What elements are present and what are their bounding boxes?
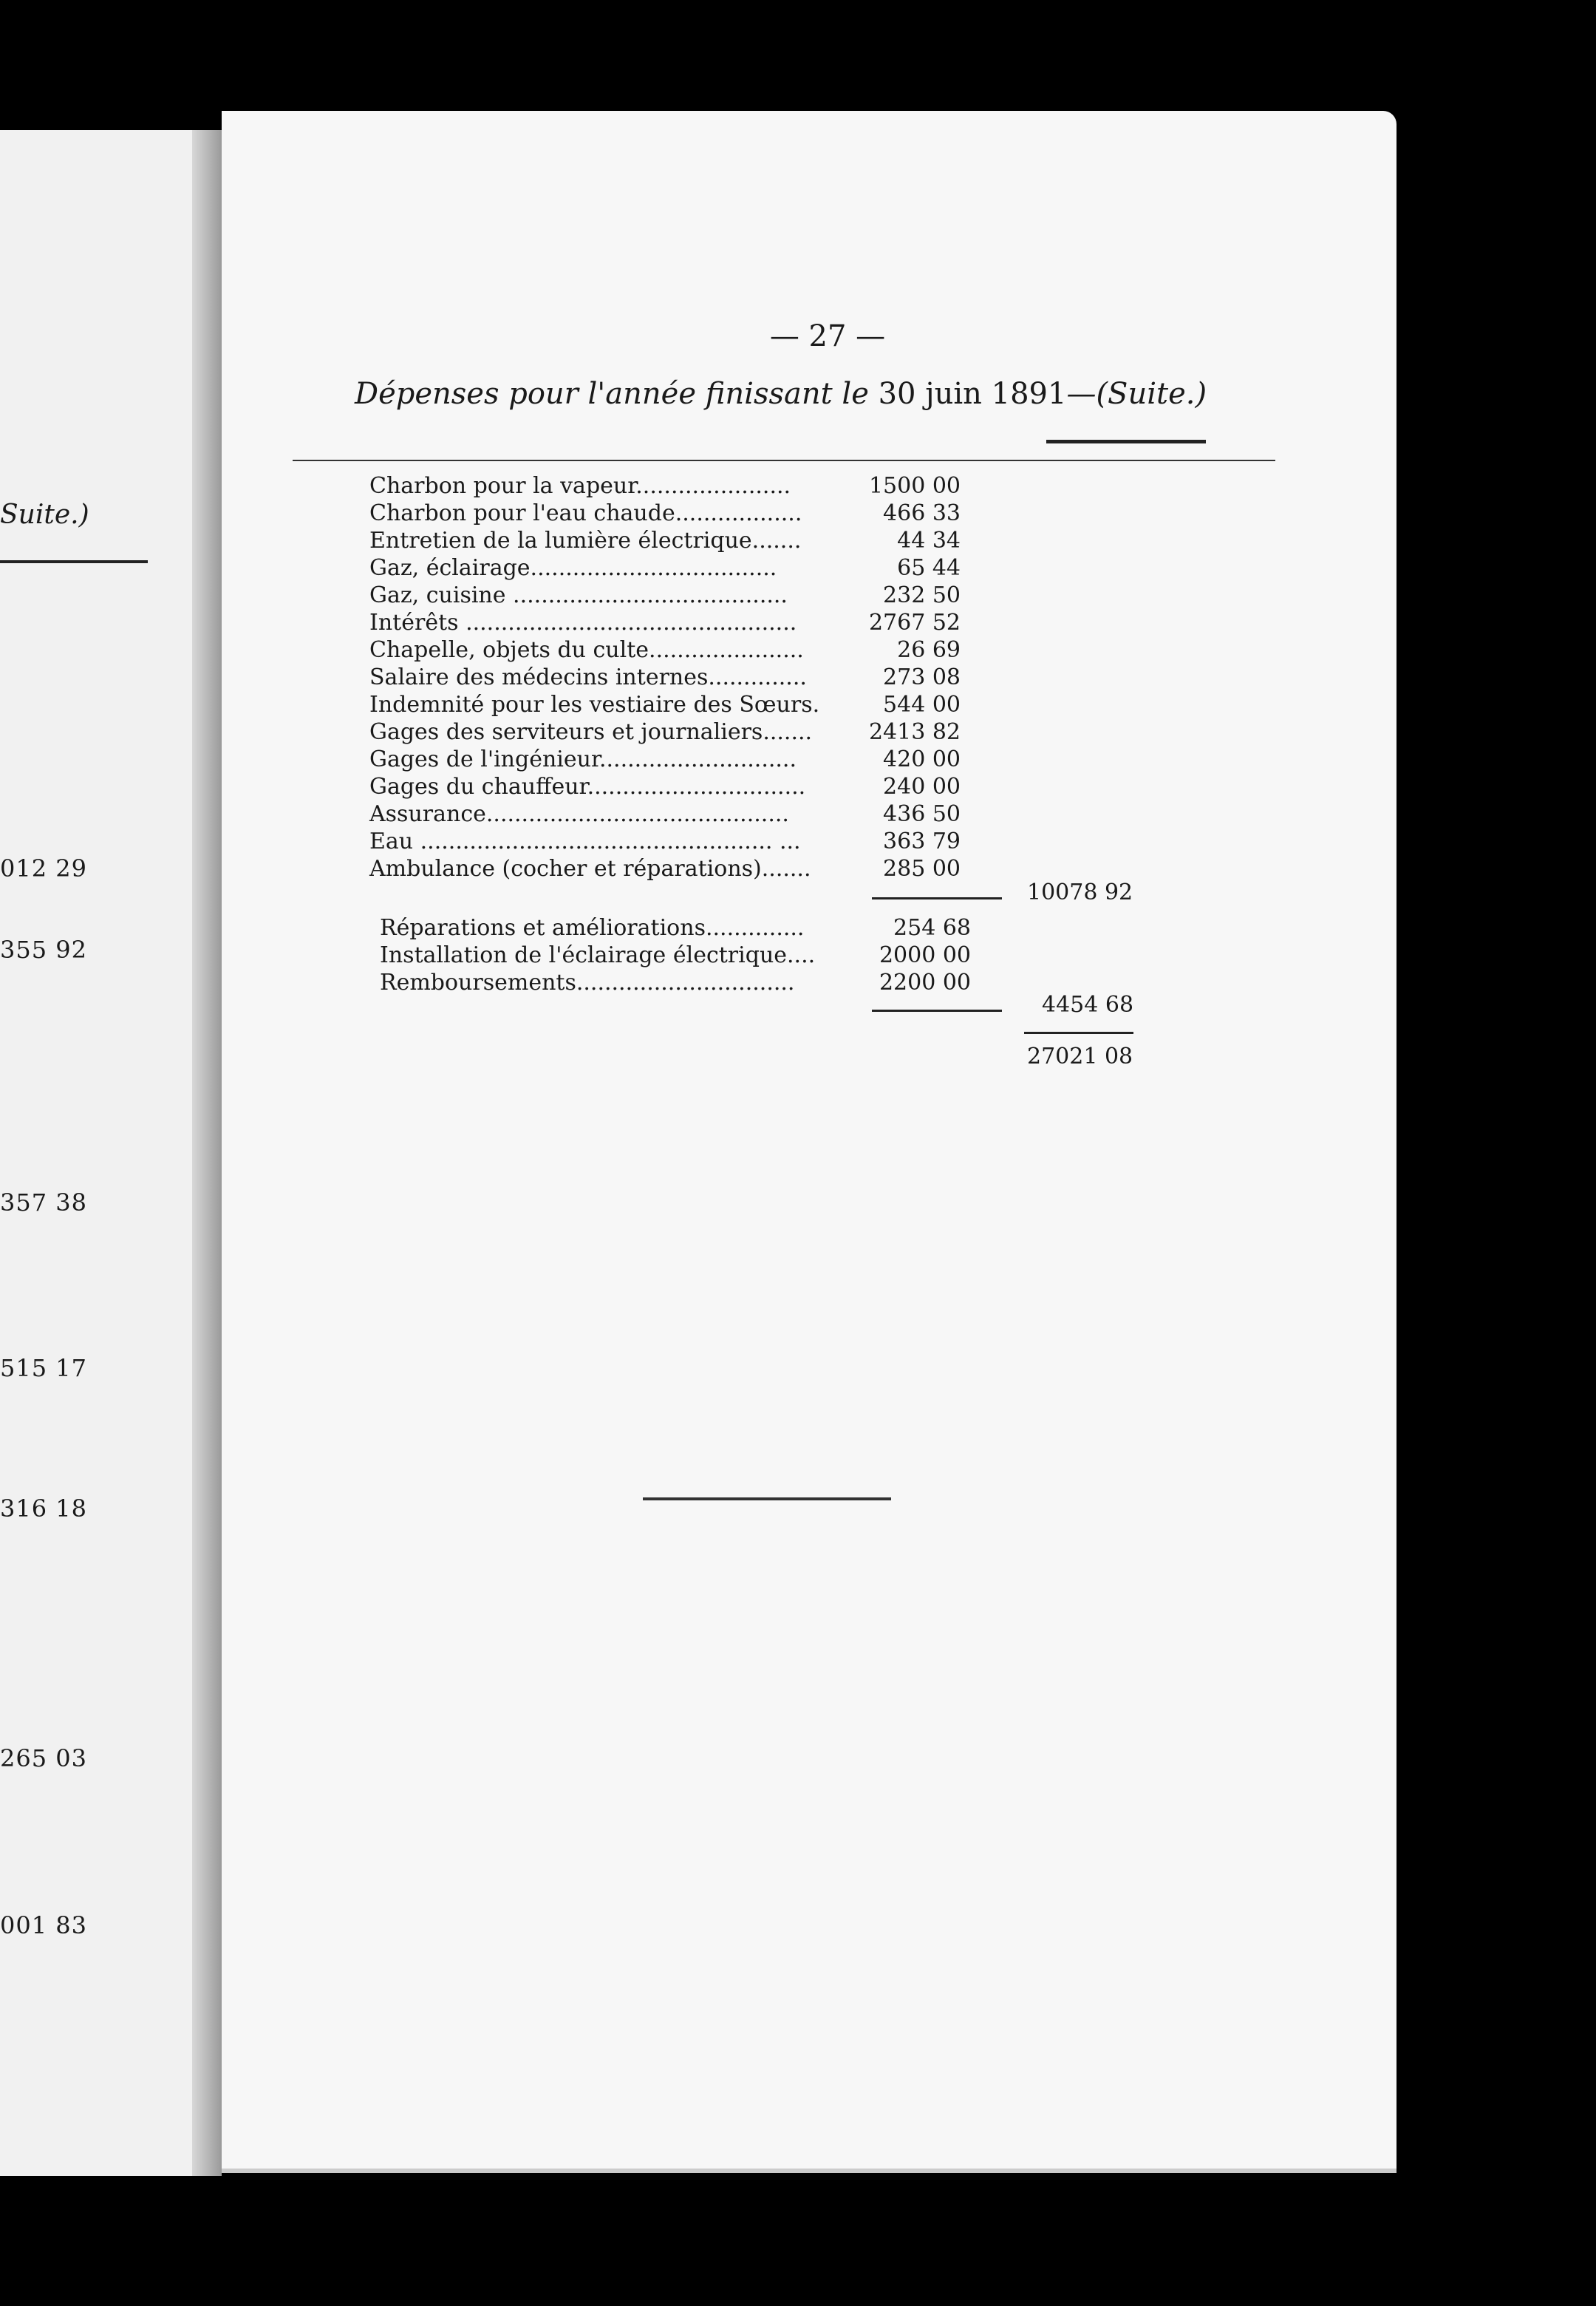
expense-amount: 273 08 — [883, 664, 961, 690]
expense-row — [369, 473, 1404, 500]
previous-page-amount: 012 29 — [0, 854, 87, 882]
expense-row — [369, 829, 1404, 855]
expense-amount: 285 00 — [883, 856, 961, 882]
expense-amount: 254 68 — [893, 915, 971, 941]
expense-label: Intérêts ............................................... — [369, 610, 797, 636]
expense-label: Gaz, éclairage................................... — [369, 555, 777, 581]
expense-label: Gages de l'ingénieur............................ — [369, 746, 797, 772]
subtotal-rule — [872, 897, 1002, 899]
expense-amount: 1500 00 — [868, 473, 961, 499]
expense-amount: 363 79 — [883, 829, 961, 854]
expense-amount: 2413 82 — [868, 719, 961, 745]
grand-total: 27021 08 — [1027, 1044, 1133, 1069]
expense-row — [369, 500, 1404, 527]
section2-total: 4454 68 — [1042, 992, 1134, 1018]
title-rule — [293, 460, 1275, 461]
expense-row — [369, 664, 1404, 691]
expense-label: Charbon pour l'eau chaude.................. — [369, 500, 802, 526]
expense-row — [369, 746, 1404, 773]
subtotal-rule — [872, 1010, 1002, 1012]
expense-amount: 44 34 — [897, 528, 961, 554]
section1-total: 10078 92 — [1027, 880, 1133, 905]
page-title-year: 30 juin 1891 — [878, 377, 1067, 411]
previous-page-amount: 001 83 — [0, 1911, 87, 1939]
expense-row — [380, 942, 1414, 969]
page-title — [355, 377, 1315, 411]
previous-page-rule — [0, 560, 148, 563]
expense-amount: 436 50 — [883, 801, 961, 827]
previous-page-amount: 515 17 — [0, 1354, 87, 1382]
expense-amount: 544 00 — [883, 692, 961, 718]
expense-row — [369, 856, 1404, 882]
expense-row — [369, 610, 1404, 636]
grand-total-rule — [1024, 1032, 1133, 1034]
previous-page-amount: 316 18 — [0, 1494, 87, 1523]
expense-amount: 232 50 — [883, 582, 961, 608]
expense-amount: 420 00 — [883, 746, 961, 772]
expense-row — [369, 719, 1404, 746]
previous-page-amount: 357 38 — [0, 1188, 87, 1217]
expense-label: Gages du chauffeur............................... — [369, 774, 806, 800]
expense-amount: 65 44 — [897, 555, 961, 581]
expense-row — [369, 801, 1404, 828]
expense-label: Réparations et améliorations.............. — [380, 915, 805, 941]
expense-amount: 240 00 — [883, 774, 961, 800]
title-rule-thick — [1046, 440, 1206, 443]
expense-label: Installation de l'éclairage électrique.... — [380, 942, 816, 968]
expense-row — [369, 528, 1404, 554]
expense-label: Salaire des médecins internes.............. — [369, 664, 807, 690]
expense-amount: 2000 00 — [879, 942, 971, 968]
expense-row — [380, 915, 1414, 942]
expense-label: Remboursements............................... — [380, 970, 795, 996]
page-title-suffix: —(Suite.) — [1066, 377, 1207, 411]
expense-label: Entretien de la lumière électrique....... — [369, 528, 802, 554]
expense-row — [369, 582, 1404, 609]
expense-row — [380, 970, 1414, 996]
expense-label: Assurance........................................... — [369, 801, 789, 827]
current-page — [222, 111, 1396, 2173]
expense-row — [369, 555, 1404, 582]
expense-label: Charbon pour la vapeur...................... — [369, 473, 791, 499]
end-rule — [643, 1497, 891, 1500]
expense-label: Ambulance (cocher et réparations)....... — [369, 856, 811, 882]
expense-amount: 466 33 — [883, 500, 961, 526]
expense-label: Chapelle, objets du culte...................... — [369, 637, 804, 663]
previous-page-amount: 355 92 — [0, 936, 87, 964]
expense-row — [369, 692, 1404, 718]
previous-page — [0, 130, 222, 2176]
page-number: — 27 — — [769, 319, 886, 353]
expense-label: Indemnité pour les vestiaire des Sœurs. — [369, 692, 820, 718]
page-title-prefix: Dépenses pour l'année finissant le — [355, 377, 869, 411]
page-number-value: 27 — [808, 319, 847, 353]
previous-page-amount: 265 03 — [0, 1744, 87, 1772]
expense-label: Gages des serviteurs et journaliers....... — [369, 719, 813, 745]
expense-amount: 2767 52 — [868, 610, 961, 636]
expense-label: Eau .................................................. ... — [369, 829, 801, 854]
expense-amount: 2200 00 — [879, 970, 971, 996]
expense-label: Gaz, cuisine ....................................... — [369, 582, 788, 608]
page-fold — [192, 130, 222, 2176]
expense-amount: 26 69 — [897, 637, 961, 663]
expense-row — [369, 774, 1404, 800]
expense-row — [369, 637, 1404, 664]
previous-page-caption: Suite.) — [0, 500, 89, 530]
